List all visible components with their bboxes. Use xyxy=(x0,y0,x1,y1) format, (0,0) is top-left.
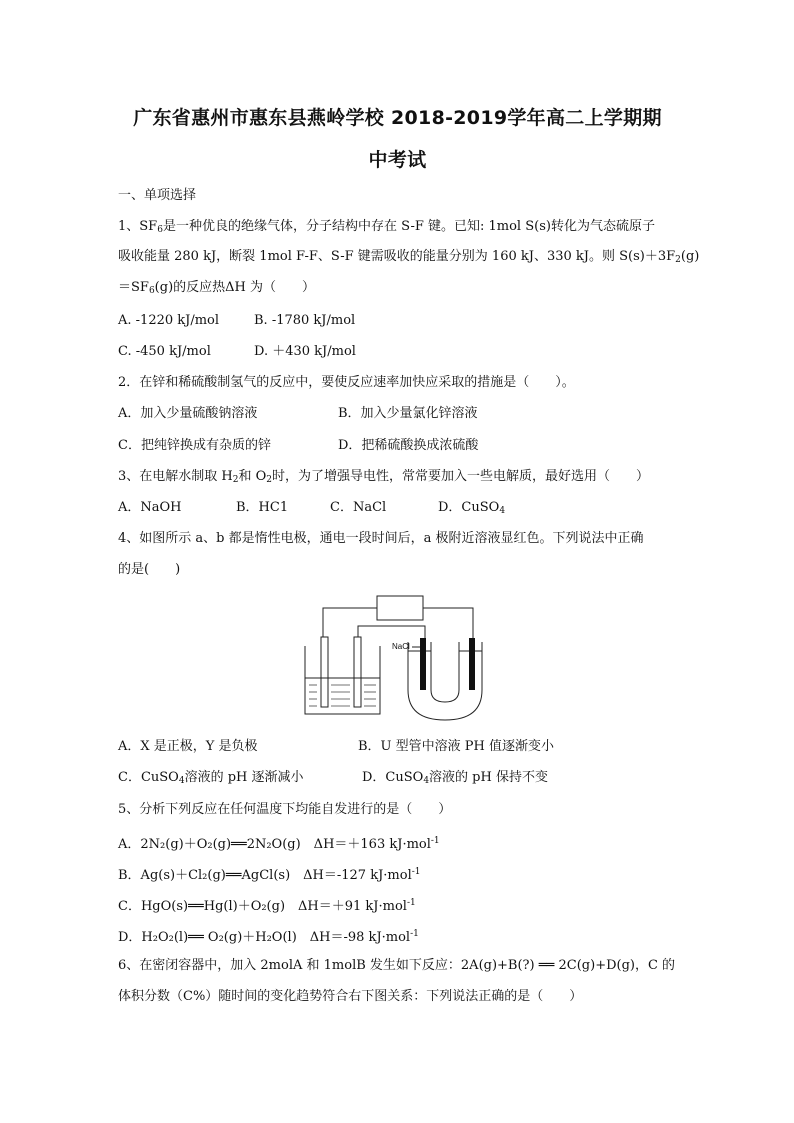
q1-options-row2 xyxy=(118,343,356,361)
q1-line2: 吸收能量 280 kJ，断裂 1mol F-F、S-F 键需吸收的能量分别为 160 kJ、330 kJ。则 $S(s)+3F_2(g)$ xyxy=(118,249,700,265)
q1-line1: 1、$SF_6$是一种优良的绝缘气体，分子结构中存在 S-F 键。已知: 1mol S(s)转化为气态硫原子 xyxy=(118,219,655,235)
q5-option-a: A．2N₂(g)＋O₂(g)══2N₂O(g) ΔH＝＋163 kJ·mol$^{-1}$ xyxy=(118,836,440,852)
q2-stem: 2．在锌和稀硫酸制氢气的反应中，要使反应速率加快应采取的措施是（ ）。 xyxy=(118,375,575,390)
doc-title-line1: 广东省惠州市惠东县燕岭学校 2018-2019学年高二上学期期 xyxy=(133,107,662,129)
q3-option-c: C．NaCl xyxy=(330,500,387,515)
wire-middle xyxy=(358,626,425,640)
q3-option-a: A．NaOH xyxy=(118,500,182,515)
nacl-label: NaCl xyxy=(392,642,410,651)
q5-option-d: D．H₂O₂(l)══ O₂(g)＋H₂O(l) ΔH＝-98 kJ·mol$^{-1}$ xyxy=(118,929,419,945)
q5-stem: 5、分析下列反应在任何温度下均能自发进行的是（ ） xyxy=(118,802,452,817)
beaker-electrode-right xyxy=(354,637,361,707)
q3-stem: 3、在电解水制取 $H_2$和 $O_2$时，为了增强导电性，常常要加入一些电解质，最好选用（ ） xyxy=(118,469,650,485)
q6-line2: 体积分数（C%）随时间的变化趋势符合右下图关系：下列说法正确的是（ ） xyxy=(118,989,583,1004)
q1-options-row1 xyxy=(118,312,356,330)
power-supply-box xyxy=(377,596,423,620)
q4-option-d: D．CuSO$_4$溶液的 pH 保持不变 xyxy=(362,770,548,786)
u-tube-electrode-b xyxy=(469,638,475,690)
q1-option-d: D. ＋430 kJ/mol xyxy=(254,344,356,359)
q1-option-b: B. -1780 kJ/mol xyxy=(254,313,356,328)
q4-option-a: A．X 是正极，Y 是负极 xyxy=(118,739,258,754)
q4-option-c: C．CuSO$_4$溶液的 pH 逐渐减小 xyxy=(118,770,304,786)
u-tube-electrode-a xyxy=(420,638,426,690)
q4-options-row1 xyxy=(118,738,554,756)
q4-line2: 的是( ) xyxy=(118,562,181,577)
q2-option-d: D．把稀硫酸换成浓硫酸 xyxy=(338,438,479,453)
u-tube-inner xyxy=(431,642,459,702)
q2-option-c: C．把纯锌换成有杂质的锌 xyxy=(118,438,271,453)
wire-right xyxy=(423,608,473,637)
q4-option-b: B．U 型管中溶液 PH 值逐渐变小 xyxy=(358,739,554,754)
q3-option-d: D．CuSO$_4$ xyxy=(438,500,506,516)
q2-option-a: A．加入少量硫酸钠溶液 xyxy=(118,406,258,421)
q3-options xyxy=(118,499,506,517)
beaker xyxy=(305,646,380,714)
q2-options-row2 xyxy=(118,437,479,455)
q6-line1: 6、在密闭容器中，加入 2molA 和 1molB 发生如下反应：2A(g)+B(?) ══ 2C(g)+D(g)，C 的 xyxy=(118,958,676,973)
q2-options-row1 xyxy=(118,405,478,423)
q5-option-c: C．HgO(s)══Hg(l)＋O₂(g) ΔH＝＋91 kJ·mol$^{-1}$ xyxy=(118,898,416,914)
electrolysis-diagram xyxy=(300,592,500,724)
q4-options-row2 xyxy=(118,769,548,790)
q1-option-c: C. -450 kJ/mol xyxy=(118,344,211,359)
q3-option-b: B．HC1 xyxy=(236,500,289,515)
q5-option-b: B．Ag(s)＋Cl₂(g)══AgCl(s) ΔH＝-127 kJ·mol$^{-1}$ xyxy=(118,867,421,883)
wire-left xyxy=(323,608,377,637)
q4-line1: 4、如图所示 a、b 都是惰性电极，通电一段时间后，a 极附近溶液显红色。下列说法中正确 xyxy=(118,531,644,546)
doc-title-line2: 中考试 xyxy=(368,149,427,171)
q1-line3: $=SF_6(g)$的反应热ΔH 为（ ） xyxy=(118,280,315,296)
q1-option-a: A. -1220 kJ/mol xyxy=(118,313,220,328)
beaker-electrode-left xyxy=(321,637,328,707)
section-heading: 一、单项选择 xyxy=(118,188,197,203)
q2-option-b: B．加入少量氯化锌溶液 xyxy=(338,406,478,421)
